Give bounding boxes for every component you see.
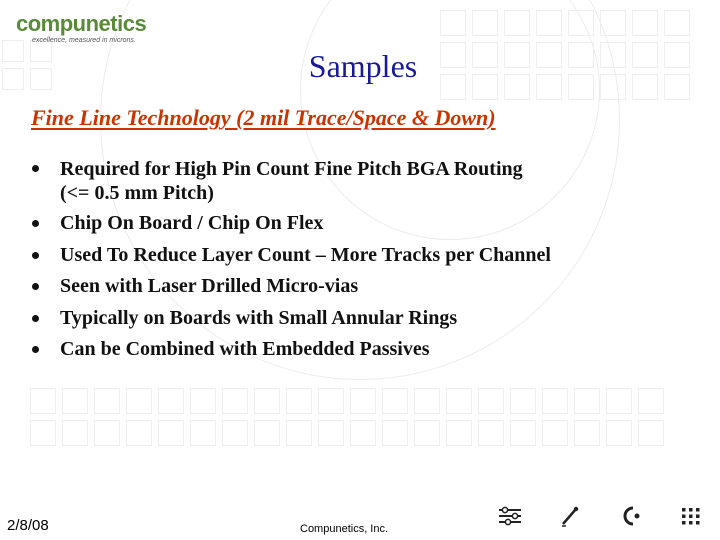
bullet-item	[28, 240, 551, 272]
bullet-item	[28, 208, 551, 240]
bullet-icon	[32, 346, 39, 353]
bullet-text: Can be Combined with Embedded Passives	[60, 338, 430, 360]
bullet-text: Typically on Boards with Small Annular Rings	[60, 306, 458, 329]
bullet-icon	[32, 165, 39, 172]
bullet-item	[28, 271, 551, 303]
bullet-text: Chip On Board / Chip On Flex	[60, 212, 324, 234]
slide-title: Samples	[308, 48, 418, 84]
footer-company: Compunetics, Inc.	[300, 523, 389, 535]
bullet-icon	[32, 252, 39, 259]
bullet-item	[28, 303, 551, 335]
slide-subtitle: Fine Line Technology (2 mil Trace/Space & Down)	[31, 105, 496, 130]
bullet-item	[28, 154, 551, 208]
bullet-text: Used To Reduce Layer Count – More Tracks per Channel	[60, 243, 551, 266]
bullet-list	[28, 154, 551, 366]
logo-brand: compunetics	[16, 11, 147, 36]
network-icon[interactable]	[496, 504, 524, 528]
dot-grid-icon[interactable]	[680, 504, 702, 528]
background-square-grid-bottom	[30, 388, 664, 446]
bullet-text-line2: (<= 0.5 mm Pitch)	[60, 182, 214, 204]
c-shape-icon[interactable]	[618, 504, 644, 528]
bullet-text: Seen with Laser Drilled Micro-vias	[60, 275, 359, 297]
bullet-icon	[32, 283, 39, 290]
footer-date: 2/8/08	[7, 517, 49, 534]
logo-tagline: excellence, measured in microns.	[32, 37, 136, 44]
bullet-icon	[32, 220, 39, 227]
pen-icon[interactable]	[560, 504, 580, 528]
bullet-text-line1: Required for High Pin Count Fine Pitch BGA Routing	[60, 158, 523, 180]
bullet-icon	[32, 315, 39, 322]
bullet-item	[28, 334, 551, 366]
